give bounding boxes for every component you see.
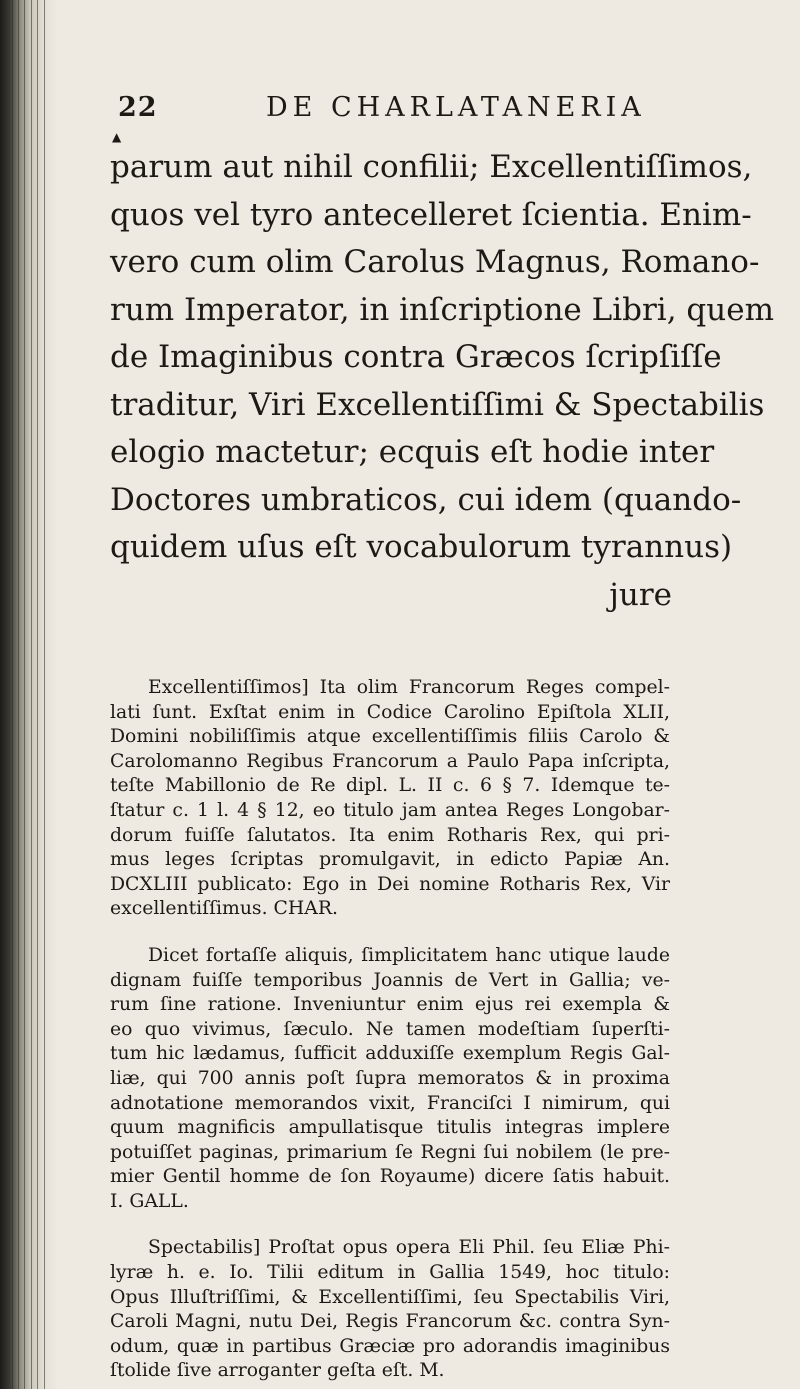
text-line: parum aut nihil confilii; Excellentiſſimos, bbox=[110, 149, 753, 185]
page-header bbox=[118, 92, 678, 132]
text-line: Doctores umbraticos, cui idem (quando- bbox=[110, 481, 742, 518]
note-line: quum magnificis ampullatisque titulis integras implere bbox=[110, 1117, 670, 1139]
text-line: rum Imperator, in inſcriptione Libri, quem bbox=[110, 291, 774, 328]
note-line: Spectabilis] Proſtat opus opera Eli Phil. ſeu Eliæ Phi- bbox=[148, 1237, 670, 1259]
book-page bbox=[110, 0, 800, 1389]
catchword: jure bbox=[609, 576, 672, 613]
note-line: Excellentiſſimos] Ita olim Francorum Reges compel- bbox=[148, 677, 670, 698]
note-line: adnotatione memorandos vixit, Franciſci I nimirum, qui bbox=[110, 1092, 670, 1114]
note-line: potuiſſet paginas, primarium ſe Regni ſui nobilem (le pre- bbox=[110, 1141, 670, 1163]
footnote-excellentissimos bbox=[110, 676, 670, 922]
text-line: quidem uſus eſt vocabulorum tyrannus) bbox=[110, 529, 733, 565]
text-line: vero cum olim Carolus Magnus, Romano- bbox=[110, 244, 760, 280]
note-line: I. GALL. bbox=[110, 1190, 189, 1212]
note-line: ſtatur c. 1 l. 4 § 12, eo titulo jam antea Reges Longobar- bbox=[110, 799, 670, 821]
footnotes bbox=[110, 676, 670, 1384]
text-line: elogio mactetur; ecquis eſt hodie inter bbox=[110, 434, 715, 470]
spine-edge-line bbox=[37, 0, 38, 1389]
spine-edge-line bbox=[12, 0, 13, 1389]
note-line: DCXLIII publicato: Ego in Dei nomine Rotharis Rex, Vir bbox=[110, 873, 670, 895]
note-line: eo quo vivimus, ſæculo. Ne tamen modeſtiam ſuperſti- bbox=[110, 1018, 670, 1040]
spine-edge-line bbox=[18, 0, 19, 1389]
note-line: dorum fuiſſe ſalutatos. Ita enim Rotharis Rex, qui pri- bbox=[110, 824, 670, 846]
text-line: traditur, Viri Excellentiſſimi & Spectabilis bbox=[110, 386, 765, 423]
note-line: lati ſunt. Exſtat enim in Codice Carolino Epiſtola XLII, bbox=[110, 701, 670, 723]
note-line: Caroli Magni, nutu Dei, Regis Francorum &c. contra Syn- bbox=[110, 1311, 670, 1333]
note-line: teſte Mabillonio de Re dipl. L. II c. 6 § 7. Idemque te- bbox=[110, 775, 670, 797]
note-line: mus leges ſcriptas promulgavit, in edicto Papiæ An. bbox=[110, 849, 670, 871]
note-line: mier Gentil homme de ſon Royaume) dicere ſatis habuit. bbox=[110, 1166, 670, 1188]
note-line: dignam fuiſſe temporibus Joannis de Vert in Gallia; ve- bbox=[110, 969, 670, 991]
printer-mark: ▲ bbox=[112, 130, 122, 144]
footnote-spectabilis bbox=[110, 1236, 670, 1384]
footnote-dicet bbox=[110, 944, 670, 1215]
note-line: Opus Illuſtriſſimi, & Excellentiſſimi, ſeu Spectabilis Viri, bbox=[110, 1286, 670, 1308]
note-line: Dicet fortaſſe aliquis, ſimplicitatem hanc utique laude bbox=[148, 944, 670, 966]
note-line: lyræ h. e. Io. Tilii editum in Gallia 1549, hoc titulo: bbox=[110, 1262, 670, 1284]
note-line: Domini nobiliſſimis atque excellentiſſimis filiis Carolo & bbox=[110, 726, 670, 748]
note-line: excellentiſſimus. CHAR. bbox=[110, 898, 338, 920]
main-text-block bbox=[110, 144, 774, 619]
spine-edge-line bbox=[24, 0, 25, 1389]
note-line: ſtolide ſive arroganter geſta eſt. M. bbox=[110, 1360, 445, 1382]
spine-edge-line bbox=[31, 0, 32, 1389]
note-line: tum hic lædamus, ſufficit adduxiſſe exemplum Regis Gal- bbox=[110, 1043, 670, 1065]
text-line: quos vel tyro antecelleret ſcientia. Enim- bbox=[110, 196, 752, 233]
book-spine-shadow bbox=[0, 0, 58, 1389]
text-line: de Imaginibus contra Græcos ſcripſiſſe bbox=[110, 339, 722, 375]
note-line: odum, quæ in partibus Græciæ pro adorandis imaginibus bbox=[110, 1335, 670, 1357]
spine-edge-line bbox=[44, 0, 45, 1389]
note-line: Carolomanno Regibus Francorum a Paulo Papa inſcripta, bbox=[110, 750, 670, 772]
note-line: liæ, qui 700 annis poſt ſupra memoratos & in proxima bbox=[110, 1067, 670, 1089]
running-title: DE CHARLATANERIA bbox=[266, 92, 646, 123]
page-number: 22 bbox=[118, 92, 158, 123]
note-line: rum ſine ratione. Inveniuntur enim ejus rei exempla & bbox=[110, 994, 670, 1016]
